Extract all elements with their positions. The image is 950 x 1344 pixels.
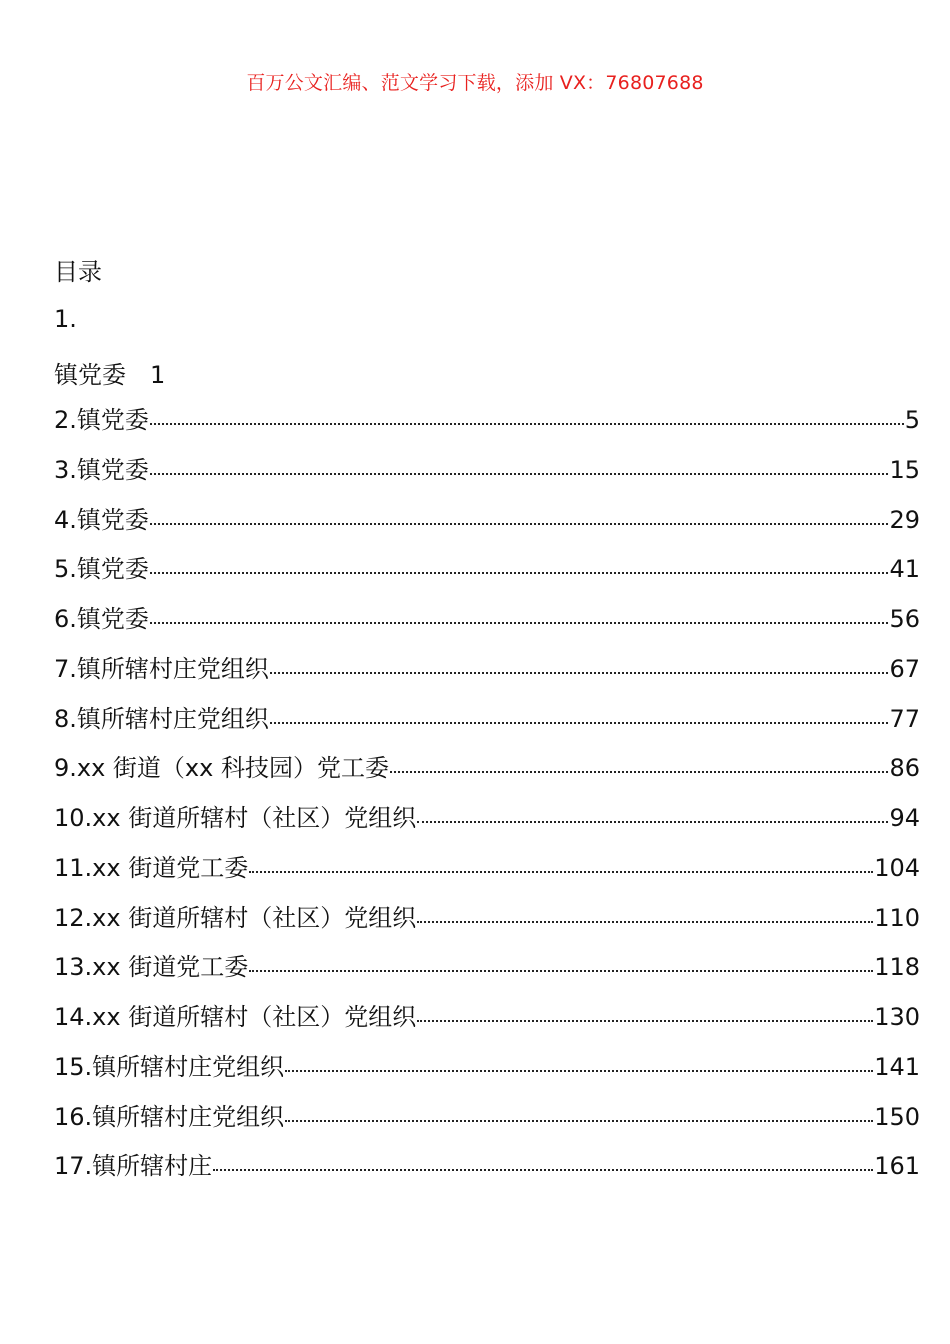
toc-entry-page: 5 bbox=[904, 406, 920, 434]
dot-leader bbox=[417, 1019, 873, 1022]
dot-leader bbox=[150, 621, 889, 624]
toc-entry-page: 150 bbox=[874, 1102, 920, 1131]
toc-entry[interactable] bbox=[54, 549, 920, 599]
toc-entry-label: 3.镇党委 bbox=[54, 455, 149, 484]
dot-leader bbox=[390, 770, 888, 773]
dot-leader bbox=[249, 969, 873, 972]
toc-entry-label: 4.镇党委 bbox=[54, 505, 149, 534]
toc-entry-label: 9.xx 街道（xx 科技园）党工委 bbox=[54, 754, 389, 783]
toc-entry-page: 29 bbox=[889, 505, 920, 534]
toc-entry[interactable] bbox=[54, 1097, 920, 1147]
dot-leader bbox=[213, 1168, 873, 1171]
toc-entry-page: 67 bbox=[889, 654, 920, 683]
toc-line-1: 1. bbox=[54, 305, 77, 333]
toc-entry-label: 13.xx 街道党工委 bbox=[54, 953, 249, 982]
dot-leader bbox=[150, 522, 889, 525]
toc-list bbox=[54, 400, 920, 1196]
toc-entry[interactable] bbox=[54, 1047, 920, 1097]
toc-entry-page: 161 bbox=[874, 1152, 920, 1181]
toc-entry-page: 77 bbox=[889, 704, 920, 733]
toc-entry-page: 94 bbox=[889, 804, 920, 832]
toc-entry-label: 17.镇所辖村庄 bbox=[54, 1152, 213, 1181]
toc-entry-page: 130 bbox=[874, 1003, 920, 1031]
toc-entry-page: 15 bbox=[889, 455, 920, 484]
dot-leader bbox=[249, 870, 873, 873]
toc-entry-label: 11.xx 街道党工委 bbox=[54, 853, 249, 882]
dot-leader bbox=[270, 721, 889, 724]
toc-entry-page: 41 bbox=[889, 555, 920, 584]
toc-entry-page: 56 bbox=[889, 605, 920, 633]
toc-entry-page: 86 bbox=[889, 754, 920, 783]
toc-entry-label: 6.镇党委 bbox=[54, 605, 149, 633]
dot-leader bbox=[285, 1119, 873, 1122]
toc-entry[interactable] bbox=[54, 699, 920, 749]
toc-entry-label: 14.xx 街道所辖村（社区）党组织 bbox=[54, 1003, 417, 1031]
toc-entry-label: 12.xx 街道所辖村（社区）党组织 bbox=[54, 903, 417, 932]
toc-entry-page: 110 bbox=[874, 903, 920, 932]
toc-entry[interactable] bbox=[54, 947, 920, 997]
dot-leader bbox=[150, 422, 904, 425]
toc-entry-label: 16.镇所辖村庄党组织 bbox=[54, 1102, 285, 1131]
toc-entry[interactable] bbox=[54, 599, 920, 649]
toc-entry[interactable] bbox=[54, 898, 920, 948]
toc-entry-page: 104 bbox=[874, 853, 920, 882]
dot-leader bbox=[150, 571, 889, 574]
toc-entry-label: 10.xx 街道所辖村（社区）党组织 bbox=[54, 804, 417, 832]
dot-leader bbox=[417, 820, 888, 823]
toc-entry-label: 5.镇党委 bbox=[54, 555, 149, 584]
toc-entry-page: 118 bbox=[874, 953, 920, 982]
toc-entry[interactable] bbox=[54, 500, 920, 550]
toc-entry[interactable] bbox=[54, 748, 920, 798]
toc-entry-page: 141 bbox=[874, 1052, 920, 1081]
toc-entry-label: 7.镇所辖村庄党组织 bbox=[54, 654, 269, 683]
toc-entry[interactable] bbox=[54, 400, 920, 450]
toc-entry[interactable] bbox=[54, 798, 920, 848]
toc-title: 目录 bbox=[54, 258, 102, 286]
dot-leader bbox=[270, 671, 889, 674]
toc-entry-label: 8.镇所辖村庄党组织 bbox=[54, 704, 269, 733]
toc-entry[interactable] bbox=[54, 1146, 920, 1196]
toc-entry[interactable] bbox=[54, 997, 920, 1047]
dot-leader bbox=[285, 1069, 873, 1072]
toc-line-2: 镇党委 1 bbox=[54, 361, 166, 389]
dot-leader bbox=[417, 920, 873, 923]
toc-entry[interactable] bbox=[54, 649, 920, 699]
dot-leader bbox=[150, 472, 889, 475]
toc-entry[interactable] bbox=[54, 848, 920, 898]
header-watermark-text: 百万公文汇编、范文学习下载，添加 VX：76807688 bbox=[246, 72, 704, 94]
toc-entry-label: 15.镇所辖村庄党组织 bbox=[54, 1052, 285, 1081]
toc-entry-label: 2.镇党委 bbox=[54, 406, 149, 434]
toc-entry[interactable] bbox=[54, 450, 920, 500]
